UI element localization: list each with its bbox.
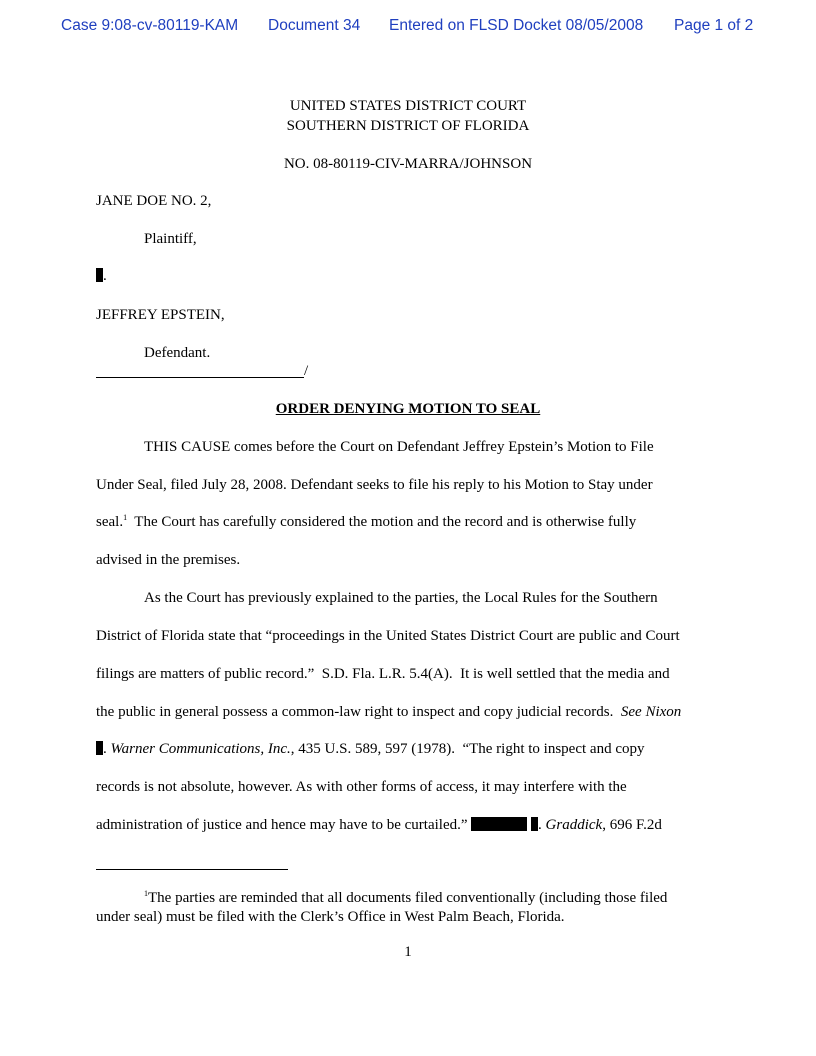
body-line: As the Court has previously explained to the parties, the Local Rules for the Southern xyxy=(144,590,658,606)
stamp-page-count: Page 1 of 2 xyxy=(674,17,754,34)
case-citation: See Nixon xyxy=(620,704,682,720)
body-text: The Court has carefully considered the motion and the record and is otherwise fully xyxy=(127,514,637,530)
body-text: . xyxy=(103,741,111,757)
body-text: administration of justice and hence may have to be curtailed.” xyxy=(96,817,472,833)
body-line xyxy=(96,740,644,758)
court-name: UNITED STATES DISTRICT COURT xyxy=(289,98,527,114)
caption-underline xyxy=(96,377,304,378)
footnote-text: The parties are reminded that all documents filed conventionally (including those filed xyxy=(148,890,668,906)
redaction-block xyxy=(96,268,103,282)
defendant-name: JEFFREY EPSTEIN, xyxy=(96,307,225,323)
plaintiff-role: Plaintiff, xyxy=(144,231,197,247)
case-citation: Graddick xyxy=(545,817,603,833)
body-line: District of Florida state that “proceedings in the United States District Court are public and Court xyxy=(96,628,680,644)
plaintiff-name: JANE DOE NO. 2, xyxy=(96,193,212,209)
defendant-role: Defendant. xyxy=(144,345,211,361)
footnote-line xyxy=(144,889,667,907)
footnote-separator xyxy=(96,869,288,870)
stamp-document-number: Document 34 xyxy=(268,17,361,34)
body-text: seal. xyxy=(96,514,124,530)
body-text: , 435 U.S. 589, 597 (1978). “The right to inspect and copy xyxy=(290,741,645,757)
redaction-block xyxy=(531,817,538,831)
body-line: Under Seal, filed July 28, 2008. Defendant seeks to file his reply to his Motion to Stay under xyxy=(96,477,653,493)
redaction-block xyxy=(471,817,527,831)
footnote-marker: 1 xyxy=(144,889,148,898)
page-number: 1 xyxy=(404,944,412,960)
versus-suffix: . xyxy=(103,268,107,284)
footnote-reference: 1 xyxy=(123,513,128,522)
stamp-entered-date: Entered on FLSD Docket 08/05/2008 xyxy=(389,17,644,34)
docket-stamp xyxy=(0,17,816,39)
redaction-block xyxy=(96,741,103,755)
body-text: the public in general possess a common-law right to inspect and copy judicial records. xyxy=(96,704,621,720)
body-line xyxy=(96,513,636,531)
versus-line xyxy=(96,267,107,285)
body-text: , 696 F.2d xyxy=(602,817,662,833)
body-line: THIS CAUSE comes before the Court on Defendant Jeffrey Epstein’s Motion to File xyxy=(144,439,654,455)
body-line: records is not absolute, however. As with other forms of access, it may interfere with the xyxy=(96,779,627,795)
case-citation: Warner Communications, Inc. xyxy=(110,741,291,757)
case-number: NO. 08-80119-CIV-MARRA/JOHNSON xyxy=(283,156,533,172)
body-line: filings are matters of public record.” S.D. Fla. L.R. 5.4(A). It is well settled that the media and xyxy=(96,666,670,682)
body-line: advised in the premises. xyxy=(96,552,241,568)
body-line xyxy=(96,816,662,834)
footnote-line: under seal) must be filed with the Clerk’s Office in West Palm Beach, Florida. xyxy=(96,909,565,925)
court-district: SOUTHERN DISTRICT OF FLORIDA xyxy=(286,118,530,134)
body-line xyxy=(96,703,681,721)
body-text: . xyxy=(538,817,546,833)
caption-slash: / xyxy=(304,363,309,379)
stamp-case-number: Case 9:08-cv-80119-KAM xyxy=(61,17,239,34)
order-title: ORDER DENYING MOTION TO SEAL xyxy=(275,401,541,417)
